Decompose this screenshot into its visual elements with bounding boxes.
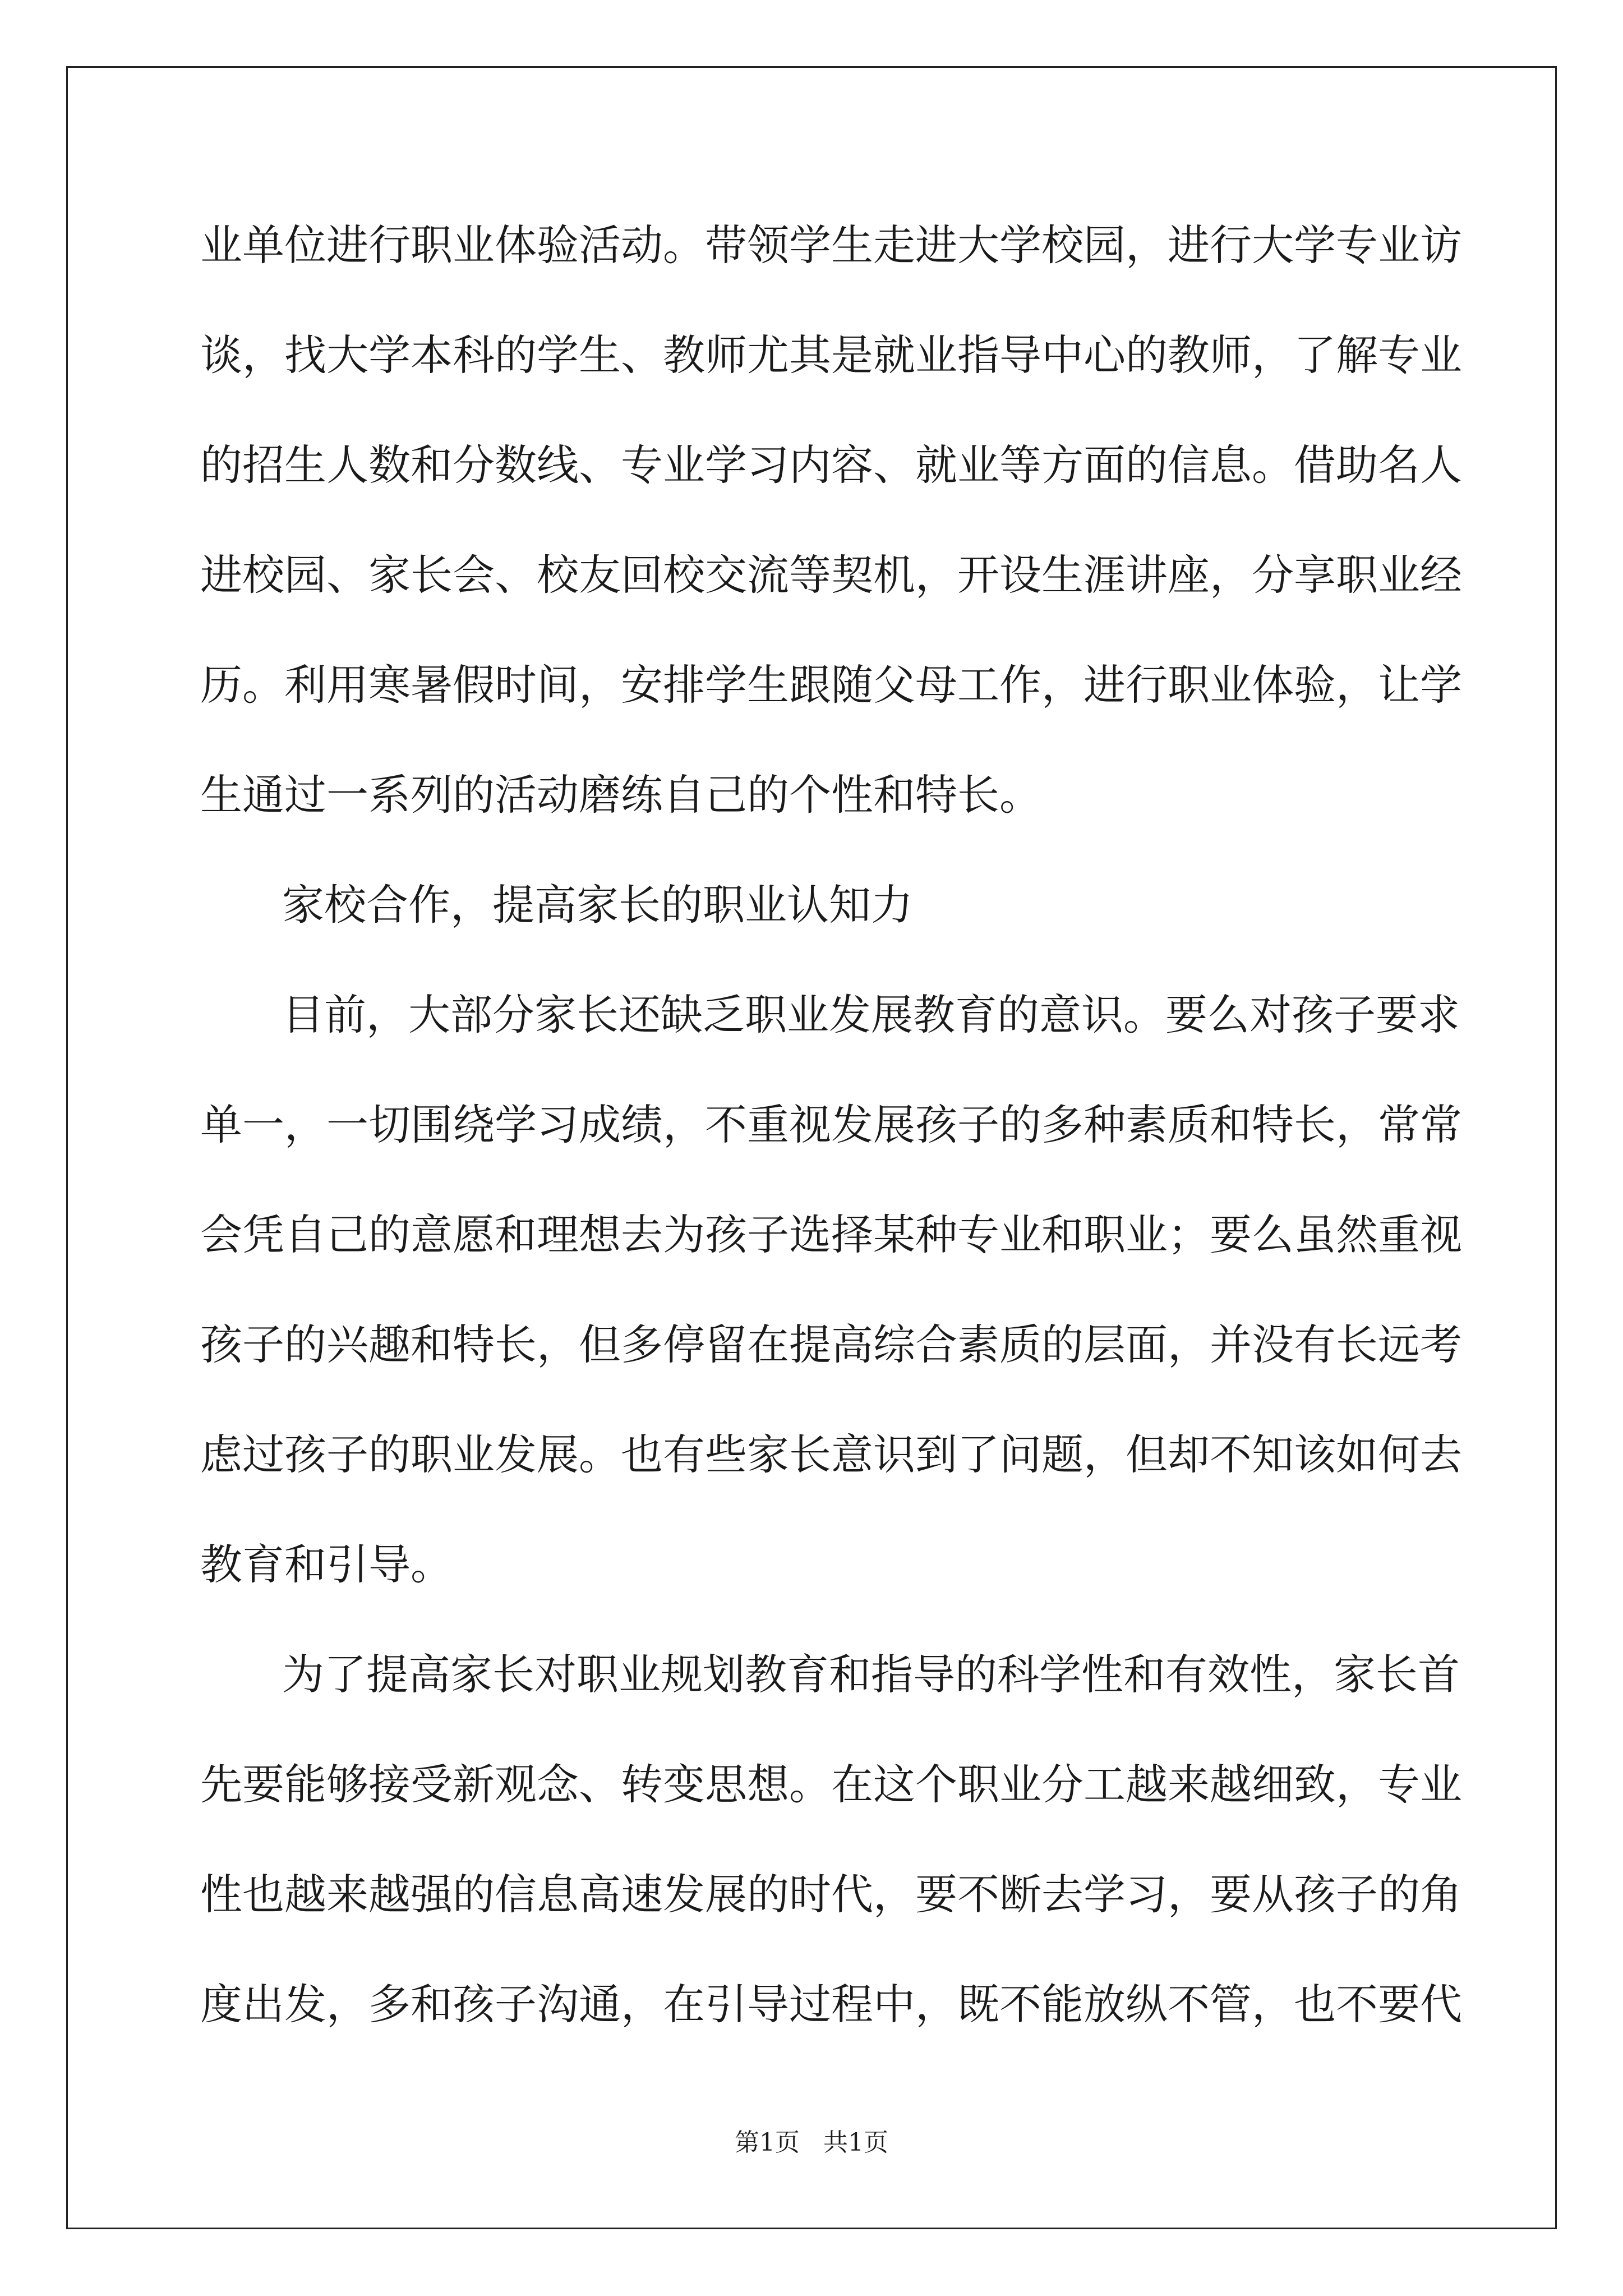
paragraph-line: 单一，一切围绕学习成绩，不重视发展孩子的多种素质和特长，常常 (200, 1100, 1463, 1149)
paragraph-line: 会凭自己的意愿和理想去为孩子选择某种专业和职业；要么虽然重视 (200, 1210, 1463, 1259)
page-number-footer: 第1页 共1页 (735, 2128, 888, 2157)
paragraph-line: 孩子的兴趣和特长，但多停留在提高综合素质的层面，并没有长远考 (200, 1320, 1463, 1369)
paragraph-line: 的招生人数和分数线、专业学习内容、就业等方面的信息。借助名人 (200, 440, 1463, 490)
paragraph-line: 生通过一系列的活动磨练自己的个性和特长。 (200, 770, 1042, 820)
paragraph-line: 为了提高家长对职业规划教育和指导的科学性和有效性，家长首 (282, 1650, 1460, 1699)
paragraph-line: 目前，大部分家长还缺乏职业发展教育的意识。要么对孩子要求 (282, 990, 1460, 1039)
paragraph-line: 业单位进行职业体验活动。带领学生走进大学校园，进行大学专业访 (200, 220, 1463, 270)
paragraph-line: 历。利用寒暑假时间，安排学生跟随父母工作，进行职业体验，让学 (200, 660, 1463, 710)
paragraph-line: 先要能够接受新观念、转变思想。在这个职业分工越来越细致，专业 (200, 1760, 1463, 1809)
paragraph-line: 教育和引导。 (200, 1540, 453, 1589)
paragraph-line: 谈，找大学本科的学生、教师尤其是就业指导中心的教师，了解专业 (200, 330, 1463, 380)
paragraph-line: 进校园、家长会、校友回校交流等契机，开设生涯讲座，分享职业经 (200, 550, 1463, 600)
section-heading: 家校合作，提高家长的职业认知力 (282, 880, 914, 930)
paragraph-line: 虑过孩子的职业发展。也有些家长意识到了问题，但却不知该如何去 (200, 1430, 1463, 1479)
paragraph-line: 度出发，多和孩子沟通，在引导过程中，既不能放纵不管，也不要代 (200, 1980, 1463, 2029)
paragraph-line: 性也越来越强的信息高速发展的时代，要不断去学习，要从孩子的角 (200, 1870, 1463, 1919)
